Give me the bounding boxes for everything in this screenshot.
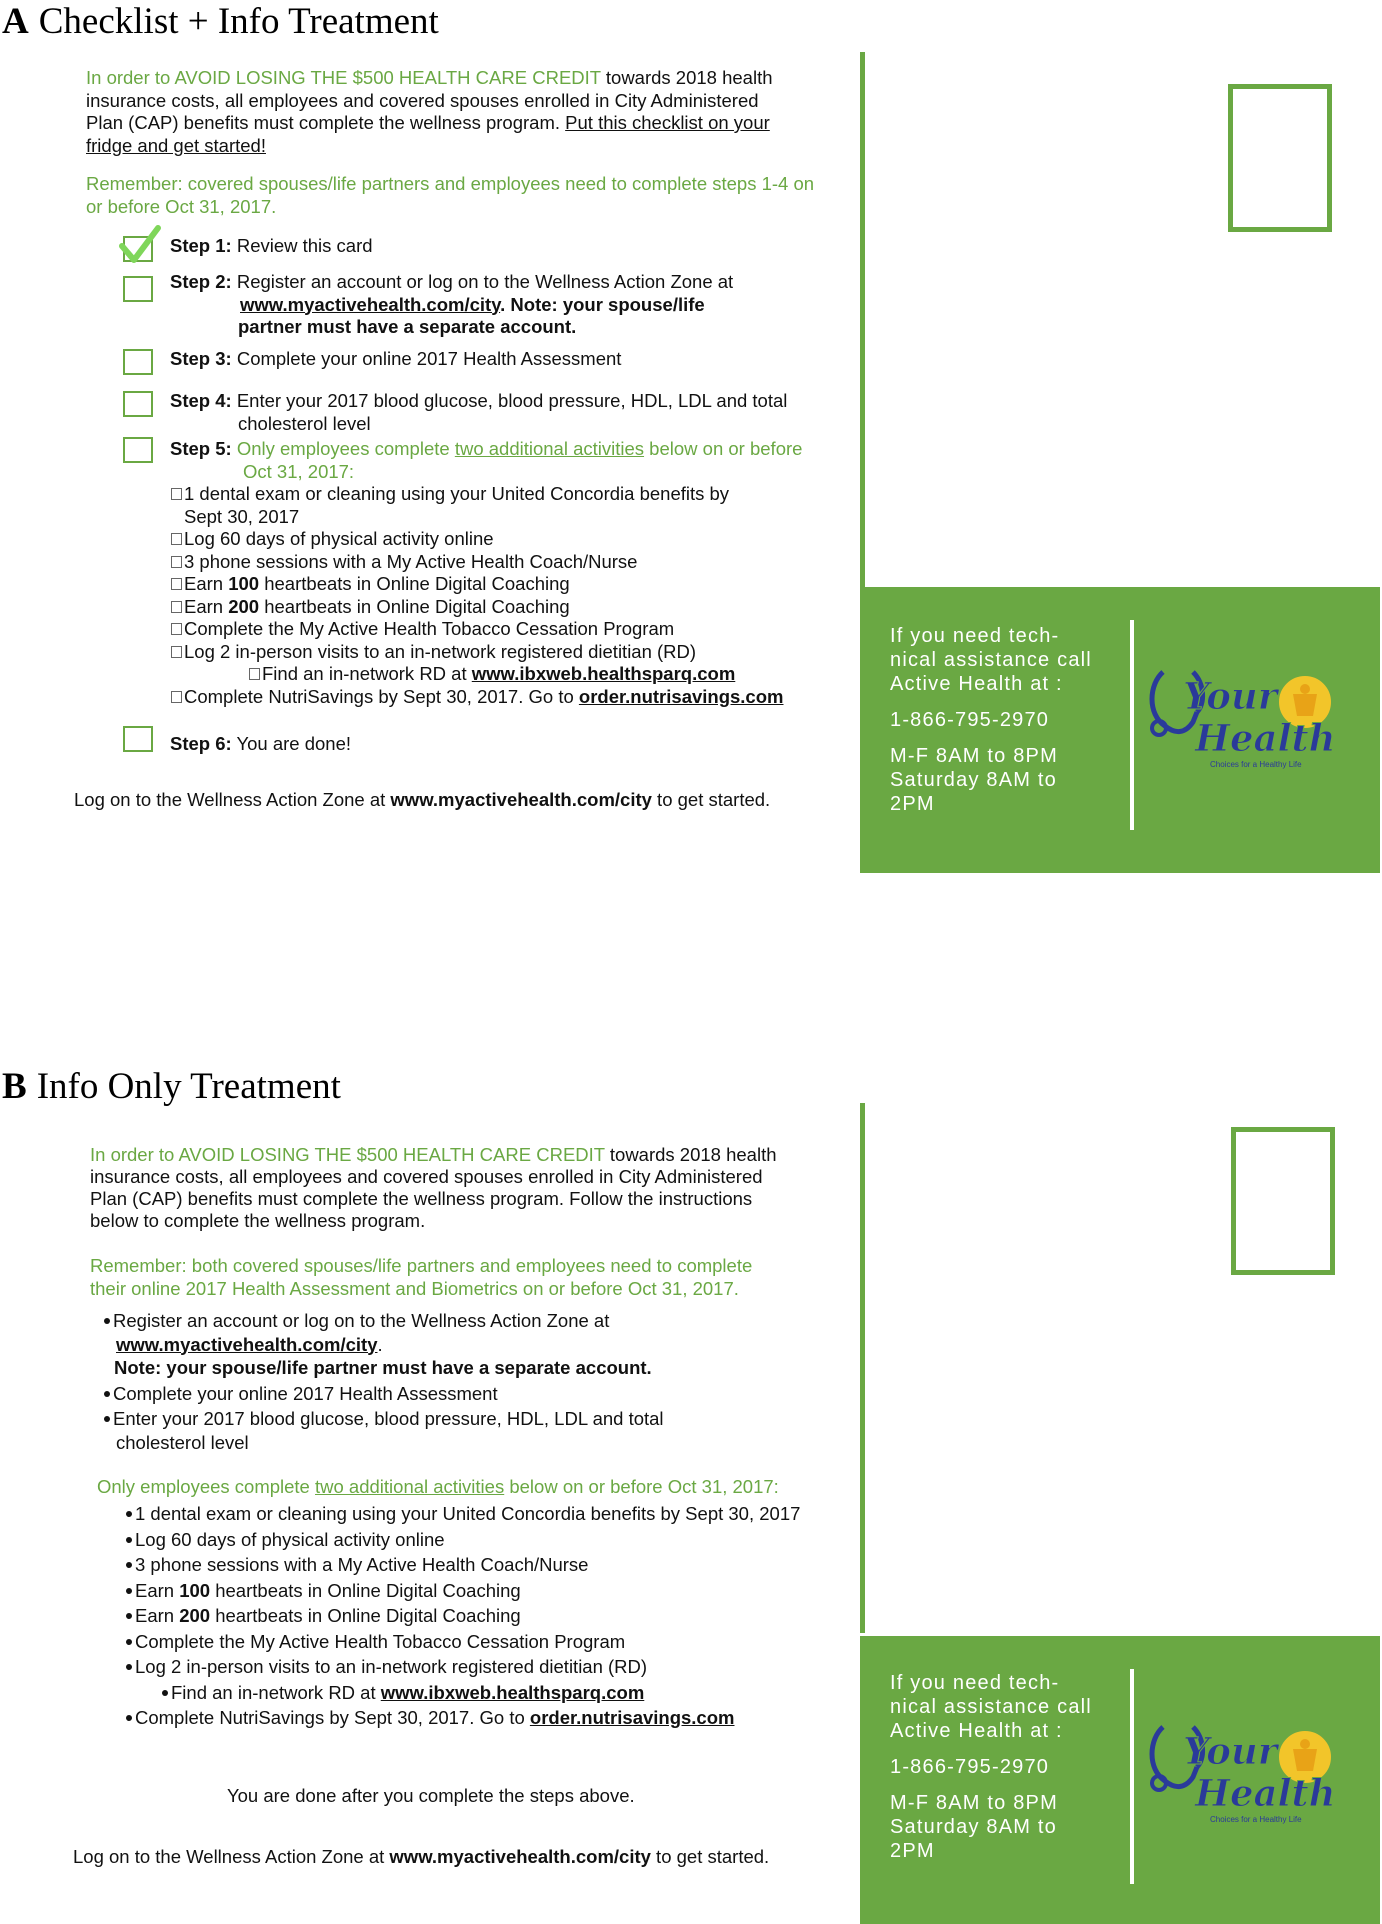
bullet-icon xyxy=(162,1690,168,1696)
stamp-box xyxy=(1231,1127,1335,1275)
small-checkbox[interactable] xyxy=(171,646,182,658)
checkbox-step-5[interactable] xyxy=(123,437,153,463)
bullet-icon xyxy=(126,1664,132,1670)
footer-logon: Log on to the Wellness Action Zone at www.myactivehealth.com/city to get started. xyxy=(73,1846,770,1867)
bullet-biometrics: Enter your 2017 blood glucose, blood pressure, HDL, LDL and total xyxy=(104,1407,804,1431)
activity-physical: Log 60 days of physical activity online xyxy=(126,1527,866,1553)
checkbox-step-6[interactable] xyxy=(123,726,153,752)
step-2: Step 2: Register an account or log on to the Wellness Action Zone at www.myactivehealth.com/city. Note: your spouse/life partner must have a separate account. xyxy=(170,271,734,337)
small-checkbox[interactable] xyxy=(171,601,182,613)
bullet-register: Register an account or log on to the Wellness Action Zone at xyxy=(104,1309,804,1333)
logo-word-health: Health xyxy=(1195,1771,1336,1815)
panel-title-a: A Checklist + Info Treatment xyxy=(2,1,439,42)
checkbox-step-2[interactable] xyxy=(123,276,153,302)
panel-checklist-info xyxy=(0,0,1382,900)
activity-physical: Log 60 days of physical activity online xyxy=(171,528,861,551)
done-note: You are done after you complete the steps above. xyxy=(227,1785,635,1806)
activity-phone: 3 phone sessions with a My Active Health Coach/Nurse xyxy=(171,551,861,574)
support-phone[interactable]: 1-866-795-2970 xyxy=(890,1756,1050,1778)
activity-200-heartbeats: Earn 200 heartbeats in Online Digital Coaching xyxy=(126,1603,866,1629)
contact-box xyxy=(860,1636,1380,1924)
bullet-icon xyxy=(126,1588,132,1594)
support-phone[interactable]: 1-866-795-2970 xyxy=(890,709,1050,731)
bullet-register-url: www.myactivehealth.com/city. xyxy=(116,1333,383,1355)
contact-info: If you need tech- nical assistance call Active Health at : 1-866-795-2970 M-F 8AM to 8PM Saturday 8AM to 2PM xyxy=(890,625,1092,815)
link-myactivehealth-footer[interactable]: www.myactivehealth.com/city xyxy=(390,789,652,810)
contact-divider xyxy=(1130,620,1134,830)
bullet-icon xyxy=(104,1416,110,1422)
activity-list-b xyxy=(126,1501,866,1731)
remember-note: Remember: covered spouses/life partners and employees need to complete steps 1-4 on or before Oct 31, 2017. xyxy=(86,173,815,217)
link-nutrisavings[interactable]: order.nutrisavings.com xyxy=(578,685,784,707)
activity-100-heartbeats: Earn 100 heartbeats in Online Digital Coaching xyxy=(171,573,861,596)
activity-find-rd: Find an in-network RD at www.ibxweb.healthsparq.com xyxy=(171,663,861,686)
contact-box xyxy=(860,587,1380,873)
small-checkbox[interactable] xyxy=(171,556,182,568)
bullet-icon xyxy=(126,1511,132,1517)
stamp-box xyxy=(1228,84,1332,232)
checkmark-icon xyxy=(118,224,162,266)
step-5: Step 5: Only employees complete two additional activities below on or before Oct 31, 2017: xyxy=(170,438,803,482)
bullet-assessment: Complete your online 2017 Health Assessment xyxy=(104,1382,804,1406)
bullet-icon xyxy=(126,1537,132,1543)
intro-paragraph: In order to AVOID LOSING THE $500 HEALTH CARE CREDIT towards 2018 health insurance costs, all employees and covered spouses enrolled in City Administered Plan (CAP) benefits must complete the wellness program. Follow the instructions below to complete the wellness program. xyxy=(90,1144,777,1231)
logo-word-your: Your xyxy=(1183,674,1278,718)
bullet-icon xyxy=(104,1391,110,1397)
logo-word-health: Health xyxy=(1195,716,1336,760)
checkbox-step-4[interactable] xyxy=(123,391,153,417)
link-nutrisavings[interactable]: order.nutrisavings.com xyxy=(529,1707,735,1728)
logo-tagline: Choices for a Healthy Life xyxy=(1210,760,1302,769)
small-checkbox[interactable] xyxy=(171,533,182,545)
activity-tobacco: Complete the My Active Health Tobacco Cessation Program xyxy=(171,618,861,641)
your-health-logo xyxy=(1145,1719,1350,1869)
activity-dental-date: Sept 30, 2017 xyxy=(184,505,300,527)
logo-tagline: Choices for a Healthy Life xyxy=(1210,1815,1302,1824)
link-ibxweb[interactable]: www.ibxweb.healthsparq.com xyxy=(471,663,736,684)
your-health-logo xyxy=(1145,664,1350,814)
small-checkbox[interactable] xyxy=(249,668,260,680)
required-steps-list xyxy=(104,1309,804,1454)
activity-nutrisavings: Complete NutriSavings by Sept 30, 2017. Go to order.nutrisavings.com xyxy=(126,1705,866,1731)
logo-word-your: Your xyxy=(1183,1729,1278,1773)
step-3: Step 3: Complete your online 2017 Health Assessment xyxy=(170,348,622,369)
step-6: Step 6: You are done! xyxy=(170,733,352,754)
contact-info: If you need tech- nical assistance call Active Health at : 1-866-795-2970 M-F 8AM to 8PM Saturday 8AM to 2PM xyxy=(890,1672,1092,1862)
bullet-icon xyxy=(126,1639,132,1645)
bullet-icon xyxy=(126,1562,132,1568)
only-employees-note: Only employees complete two additional activities below on or before Oct 31, 2017: xyxy=(97,1476,779,1497)
activity-200-heartbeats: Earn 200 heartbeats in Online Digital Coaching xyxy=(171,596,861,619)
activity-dental: 1 dental exam or cleaning using your United Concordia benefits by Sept 30, 2017 xyxy=(126,1501,866,1527)
panel-info-only xyxy=(0,1065,1382,1924)
bullet-icon xyxy=(126,1715,132,1721)
bullet-icon xyxy=(126,1613,132,1619)
step-1: Step 1: Review this card xyxy=(170,235,373,256)
activity-100-heartbeats: Earn 100 heartbeats in Online Digital Coaching xyxy=(126,1578,866,1604)
activity-dietitian: Log 2 in-person visits to an in-network registered dietitian (RD) xyxy=(171,641,861,664)
small-checkbox[interactable] xyxy=(171,488,182,500)
link-myactivehealth[interactable]: www.myactivehealth.com/city xyxy=(116,1333,378,1355)
contact-divider xyxy=(1130,1669,1134,1884)
activity-dietitian: Log 2 in-person visits to an in-network registered dietitian (RD) xyxy=(126,1654,866,1680)
remember-note: Remember: both covered spouses/life partners and employees need to complete their online 2017 Health Assessment and Biometrics on or before Oct 31, 2017. xyxy=(90,1255,753,1299)
link-myactivehealth[interactable]: www.myactivehealth.com/city xyxy=(240,293,501,315)
small-checkbox[interactable] xyxy=(171,578,182,590)
panel-title-b: B Info Only Treatment xyxy=(2,1066,341,1107)
link-ibxweb[interactable]: www.ibxweb.healthsparq.com xyxy=(380,1681,645,1703)
activity-nutrisavings: Complete NutriSavings by Sept 30, 2017. Go to order.nutrisavings.com xyxy=(171,686,861,709)
intro-paragraph: In order to AVOID LOSING THE $500 HEALTH CARE CREDIT towards 2018 health insurance costs, all employees and covered spouses enrolled in City Administered Plan (CAP) benefits must complete the wellness program. Put this checklist on your fridge and get started! xyxy=(86,67,773,156)
bullet-register-note: Note: your spouse/life partner must have a separate account. xyxy=(114,1357,652,1378)
activity-find-rd: Find an in-network RD at www.ibxweb.healthsparq.com xyxy=(126,1680,866,1706)
activity-list-a xyxy=(171,483,861,708)
small-checkbox[interactable] xyxy=(171,691,182,703)
activity-tobacco: Complete the My Active Health Tobacco Cessation Program xyxy=(126,1629,866,1655)
checkbox-step-3[interactable] xyxy=(123,349,153,375)
footer-logon: Log on to the Wellness Action Zone at www.myactivehealth.com/city to get started. xyxy=(74,789,771,810)
small-checkbox[interactable] xyxy=(171,623,182,635)
bullet-biometrics-cont: cholesterol level xyxy=(116,1431,249,1453)
activity-phone: 3 phone sessions with a My Active Health Coach/Nurse xyxy=(126,1552,866,1578)
activity-dental: 1 dental exam or cleaning using your United Concordia benefits by xyxy=(171,483,861,506)
step-4: Step 4: Enter your 2017 blood glucose, blood pressure, HDL, LDL and total cholesterol level xyxy=(170,390,788,434)
bullet-icon xyxy=(104,1318,110,1324)
link-myactivehealth-footer[interactable]: www.myactivehealth.com/city xyxy=(389,1846,651,1867)
